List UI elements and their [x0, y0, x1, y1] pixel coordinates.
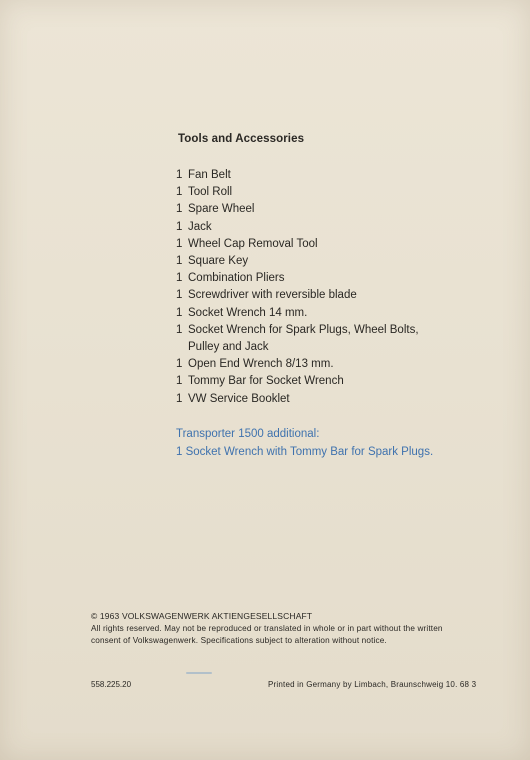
- printer-info: Printed in Germany by Limbach, Braunschweig 10. 68 3: [268, 680, 477, 689]
- rights-line-1: All rights reserved. May not be reproduced or translated in whole or in part without the written: [91, 623, 443, 633]
- part-number: 558.225.20: [91, 680, 132, 689]
- item-quantity: 1: [176, 220, 183, 233]
- item-label: Socket Wrench for Spark Plugs, Wheel Bolts,: [188, 323, 419, 336]
- item-label: Open End Wrench 8/13 mm.: [188, 358, 334, 371]
- item-quantity: [176, 339, 188, 356]
- list-item: [176, 270, 496, 287]
- item-label: Wheel Cap Removal Tool: [188, 237, 318, 250]
- item-quantity: 1: [176, 306, 183, 319]
- item-quantity: 1: [176, 272, 183, 285]
- list-item: [176, 373, 496, 390]
- ink-mark: [186, 672, 212, 674]
- item-quantity: 1: [176, 255, 183, 268]
- additional-item: 1 Socket Wrench with Tommy Bar for Spark Plugs.: [176, 445, 434, 458]
- copyright-notice: [91, 611, 511, 646]
- rights-line-2: consent of Volkswagenwerk. Specifications subject to alteration without notice.: [91, 635, 387, 645]
- list-item: [176, 184, 496, 201]
- item-label: Tommy Bar for Socket Wrench: [188, 375, 344, 388]
- list-item: [176, 219, 496, 236]
- item-quantity: 1: [176, 186, 183, 199]
- tools-list: [176, 167, 496, 408]
- item-label: Socket Wrench 14 mm.: [188, 306, 308, 319]
- list-item-continuation: [176, 339, 496, 356]
- item-label: VW Service Booklet: [188, 392, 290, 405]
- item-label: Square Key: [188, 255, 249, 268]
- item-label: Spare Wheel: [188, 203, 255, 216]
- list-item: [176, 356, 496, 373]
- item-quantity: 1: [176, 392, 183, 405]
- item-quantity: 1: [176, 358, 183, 371]
- item-quantity: 1: [176, 323, 183, 336]
- list-item: [176, 167, 496, 184]
- item-quantity: 1: [176, 169, 183, 181]
- item-label: Pulley and Jack: [188, 341, 269, 354]
- item-quantity: 1: [176, 289, 183, 302]
- item-label: Screwdriver with reversible blade: [188, 289, 357, 302]
- list-item: [176, 253, 496, 270]
- page-title: Tools and Accessories: [178, 133, 305, 145]
- list-item: [176, 287, 496, 304]
- item-quantity: 1: [176, 203, 183, 216]
- list-item: [176, 305, 496, 322]
- list-item: [176, 322, 496, 339]
- additional-heading: Transporter 1500 additional:: [176, 428, 320, 440]
- item-quantity: 1: [176, 237, 183, 250]
- list-item: [176, 201, 496, 218]
- list-item: [176, 391, 496, 408]
- item-label: Combination Pliers: [188, 272, 285, 285]
- item-label: Fan Belt: [188, 169, 231, 181]
- item-quantity: 1: [176, 375, 183, 388]
- list-item: [176, 236, 496, 253]
- additional-section: [176, 426, 433, 461]
- item-label: Tool Roll: [188, 186, 233, 199]
- copyright-line: © 1963 VOLKSWAGENWERK AKTIENGESELLSCHAFT: [91, 611, 313, 621]
- item-label: Jack: [188, 220, 212, 233]
